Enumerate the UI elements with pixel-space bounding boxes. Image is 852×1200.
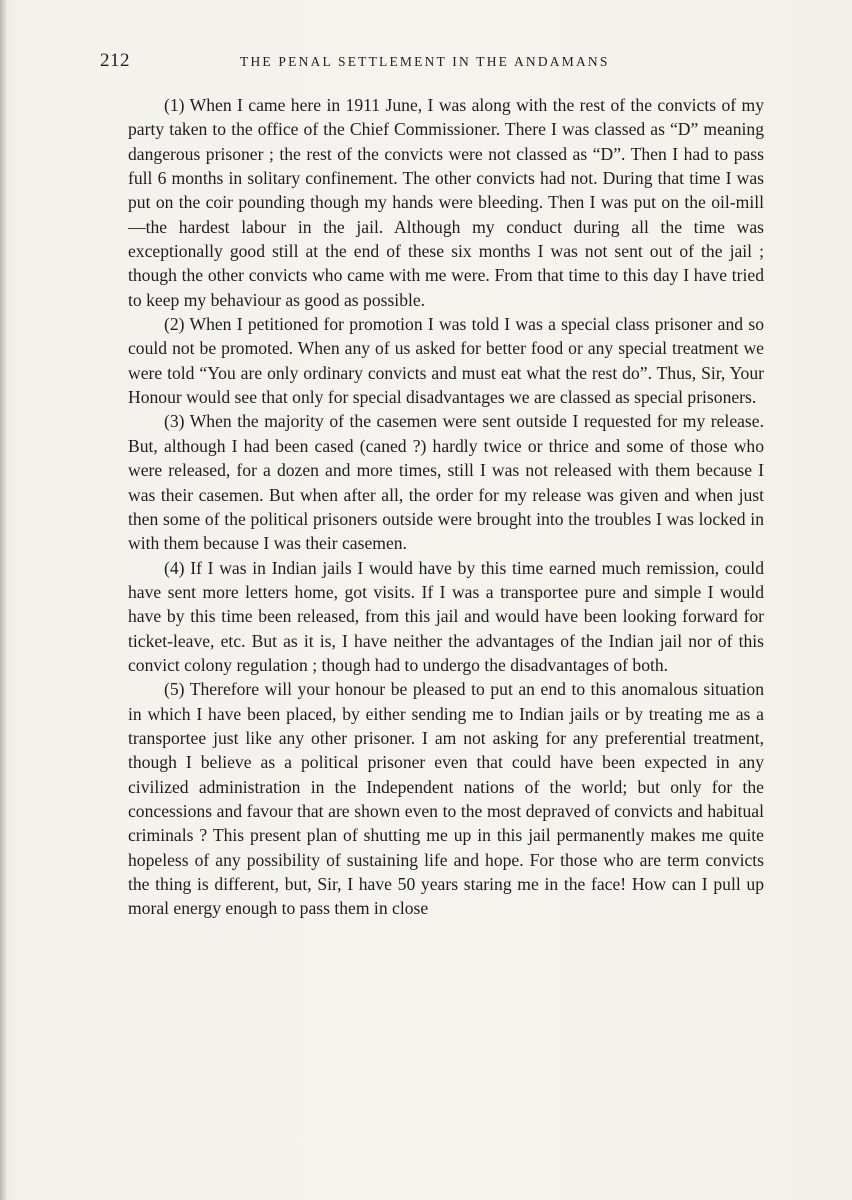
page-binding-edge	[0, 0, 7, 1200]
paragraph-2: (2) When I petitioned for promotion I was told I was a special class prisoner and so could not be promoted. When any of us asked for better food or any special treatment we were told “You are only ordinary convicts and must eat what the rest do”. Thus, Sir, Your Honour would see that only for special disadvantages we are classed as special prisoners.	[128, 314, 764, 408]
running-title: THE PENAL SETTLEMENT IN THE ANDAMANS	[240, 54, 610, 69]
paragraph-5: (5) Therefore will your honour be pleased to put an end to this anomalous situation in which I have been placed, by either sending me to Indian jails or by treating me as a transportee just like any other prisoner. I am not asking for any preferential treatment, though I believe as a political prisoner even that could have been expected in any civilized administration in the Independent nations of the world; but only for the concessions and favour that are shown even to the most depraved of convicts and habitual criminals ? This present plan of shutting me up in this jail permanently makes me quite hopeless of any possibility of sustaining life and hope. For those who are term convicts the thing is different, but, Sir, I have 50 years staring me in the face! How can I pull up moral energy enough to pass them in close	[128, 679, 764, 919]
paragraph-3: (3) When the majority of the casemen were sent outside I requested for my release. But, although I had been cased (caned ?) hardly twice or thrice and some of those who were released, for a dozen and more times, still I was not released with them because I was their casemen. But when after all, the order for my release was given and when just then some of the political prisoners outside were brought into the troubles I was locked in with them because I was their casemen.	[128, 411, 764, 554]
paragraph-1: (1) When I came here in 1911 June, I was along with the rest of the convicts of my party taken to the office of the Chief Commissioner. There I was classed as “D” meaning dangerous prisoner ; the rest of the convicts were not classed as “D”. Then I had to pass full 6 months in solitary confinement. The other convicts had not. During that time I was put on the coir pounding though my hands were bleeding. Then I was put on the oil-mill—the hardest labour in the jail. Although my conduct during all the time was exceptionally good still at the end of these six months I was not sent out of the jail ; though the other convicts who came with me were. From that time to this day I have tried to keep my behaviour as good as possible.	[128, 95, 764, 310]
page-number: 212	[100, 50, 130, 71]
page-header	[100, 50, 745, 76]
paragraph-4: (4) If I was in Indian jails I would have by this time earned much remission, could have sent more letters home, got visits. If I was a transportee pure and simple I would have by this time been released, from this jail and would have been looking forward for ticket-leave, etc. But as it is, I have neither the advantages of the Indian jail nor of this convict colony regulation ; though had to undergo the disadvantages of both.	[128, 557, 764, 675]
body-text	[128, 93, 764, 921]
